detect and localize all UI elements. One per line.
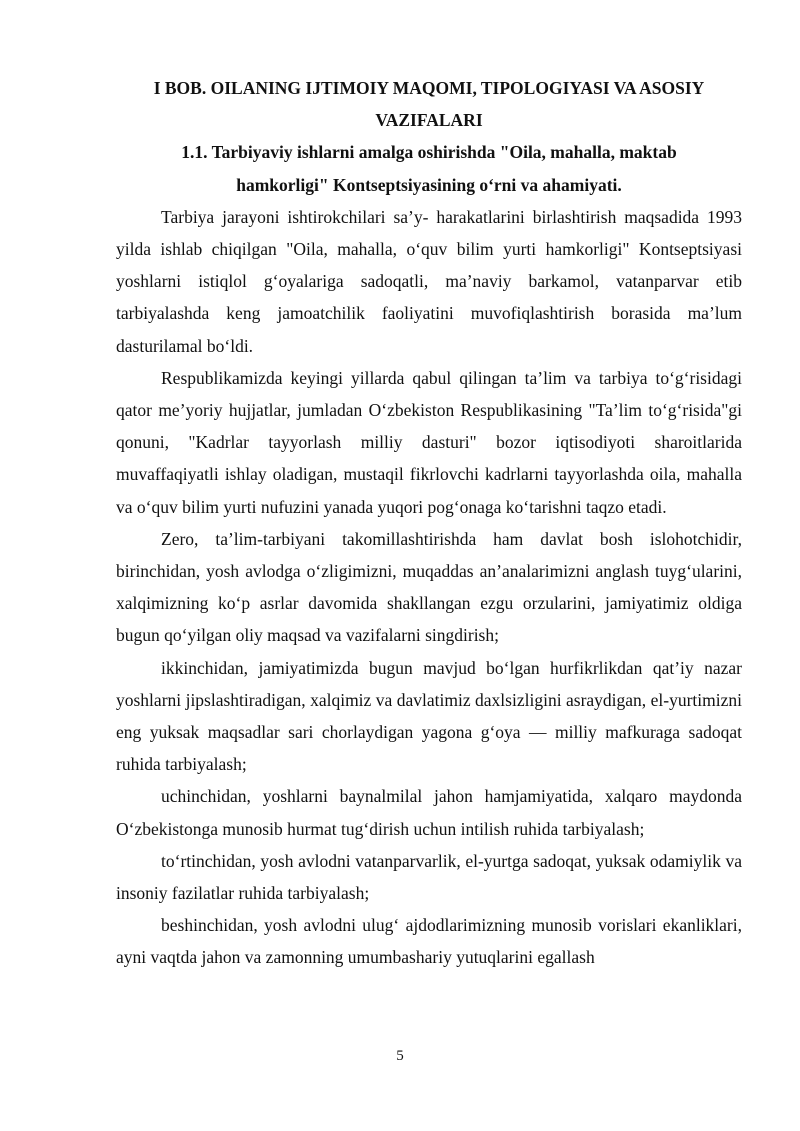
document-page [116, 72, 742, 974]
body-paragraph: to‘rtinchidan, yosh avlodni vatanparvarlik, el-yurtga sadoqat, yuksak odamiylik va insoniy fazilatlar ruhida tarbiyalash; [116, 850, 742, 904]
body-paragraph: Zero, ta’lim-tarbiyani takomillashtirishda ham davlat bosh islohotchidir, birinchidan, yosh avlodga o‘zligimizni, muqaddas an’analarimizni anglash tuyg‘ularini, xalqimizning ko‘p asrlar davomida shakllangan ezgu orzularini, jamiyatimiz oldiga bugun qo‘yilgan oliy maqsad va vazifalarni singdirish; [116, 528, 742, 646]
chapter-title: I BOB. OILANING IJTIMOIY MAQOMI, TIPOLOGIYASI VA ASOSIY VAZIFALARI [153, 78, 705, 131]
body-paragraph: beshinchidan, yosh avlodni ulug‘ ajdodlarimizning munosib vorislari ekanliklari, ayni vaqtda jahon va zamonning umumbashariy yutuqlarini egallash [116, 915, 742, 968]
page-number: 5 [396, 1048, 404, 1064]
body-paragraph: Respublikamizda keyingi yillarda qabul qilingan ta’lim va tarbiya to‘g‘risidagi qator me’yoriy hujjatlar, jumladan O‘zbekiston Respublikasining "Ta’lim to‘g‘risida"gi qonuni, "Kadrlar tayyorlash milliy dasturi" bozor iqtisodiyoti sharoitlarida muvaffaqiyatli ishlay oladigan, mustaqil fikrlovchi kadrlarni tayyorlashda oila, mahalla va o‘quv bilim yurti nufuzini yanada yuqori pog‘onaga ko‘tarishni taqzo etadi. [116, 367, 742, 517]
body-paragraph: uchinchidan, yoshlarni baynalmilal jahon hamjamiyatida, xalqaro maydonda O‘zbekistonga munosib hurmat tug‘dirish uchun intilish ruhida tarbiyalash; [116, 786, 742, 839]
section-title: 1.1. Tarbiyaviy ishlarni amalga oshirishda "Oila, mahalla, maktab hamkorligi" Kontseptsiyasining o‘rni va ahamiyati. [181, 142, 677, 195]
body-paragraph: ikkinchidan, jamiyatimizda bugun mavjud bo‘lgan hurfikrlikdan qat’iy nazar yoshlarni jipslashtiradigan, xalqimiz va davlatimiz daxlsizligini asraydigan, el-yurtimizni eng yuksak maqsadlar sari chorlaydigan yagona g‘oya — milliy mafkuraga sadoqat ruhida tarbiyalash; [116, 657, 742, 775]
body-paragraph: Tarbiya jarayoni ishtirokchilari sa’y- harakatlarini birlashtirish maqsadida 1993 yilda ishlab chiqilgan "Oila, mahalla, o‘quv bilim yurti hamkorligi" Kontseptsiyasi yoshlarni istiqlol g‘oyalariga sadoqatli, ma’naviy barkamol, vatanparvar etib tarbiyalashda keng jamoatchilik faoliyatini muvofiqlashtirish borasida ma’lum dasturilamal bo‘ldi. [116, 206, 742, 356]
